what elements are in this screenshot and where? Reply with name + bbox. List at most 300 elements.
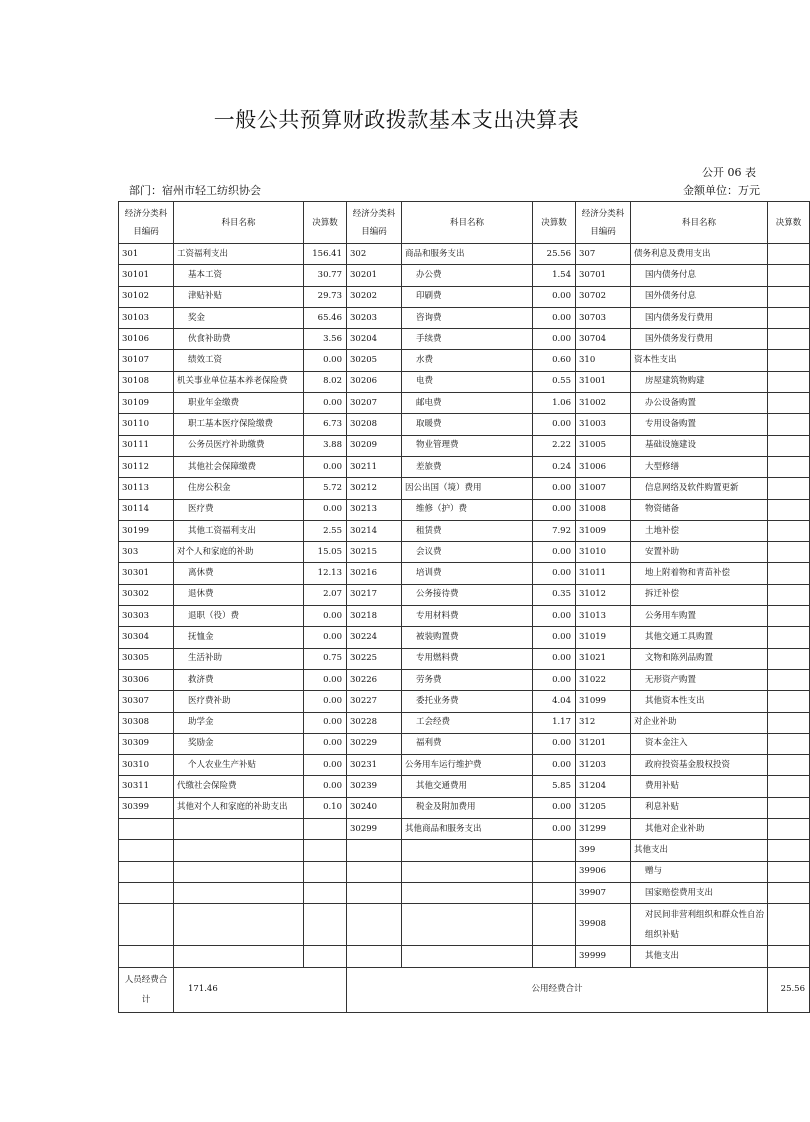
amount-cell xyxy=(304,840,347,861)
amount-cell xyxy=(304,904,347,946)
code-cell: 30110 xyxy=(119,414,174,435)
name-cell: 专用材料费 xyxy=(402,606,533,627)
name-cell: 会议费 xyxy=(402,542,533,563)
name-cell: 退休费 xyxy=(174,584,304,605)
totals-row xyxy=(119,967,810,1012)
name-cell: 拆迁补偿 xyxy=(631,584,768,605)
code-cell: 31007 xyxy=(576,478,631,499)
code-cell: 31003 xyxy=(576,414,631,435)
name-cell: 租赁费 xyxy=(402,520,533,541)
code-cell: 39907 xyxy=(576,882,631,903)
table-row xyxy=(119,520,810,541)
amount-cell xyxy=(768,307,810,328)
amount-unit-label: 金额单位：万元 xyxy=(683,184,760,197)
amount-cell: 8.02 xyxy=(304,371,347,392)
code-cell: 30203 xyxy=(347,307,402,328)
amount-cell: 0.35 xyxy=(533,584,576,605)
code-cell xyxy=(119,946,174,967)
name-cell: 退职（役）费 xyxy=(174,606,304,627)
code-cell: 30305 xyxy=(119,648,174,669)
name-cell: 地上附着物和青苗补偿 xyxy=(631,563,768,584)
amount-cell xyxy=(768,819,810,840)
name-cell: 工会经费 xyxy=(402,712,533,733)
code-cell: 30399 xyxy=(119,797,174,818)
table-row xyxy=(119,669,810,690)
code-cell: 30113 xyxy=(119,478,174,499)
amount-cell: 0.00 xyxy=(533,414,576,435)
table-row xyxy=(119,456,810,477)
table-row xyxy=(119,265,810,286)
amount-cell: 2.55 xyxy=(304,520,347,541)
amount-cell: 156.41 xyxy=(304,244,347,265)
name-cell: 信息网络及软件购置更新 xyxy=(631,478,768,499)
code-cell xyxy=(347,861,402,882)
department-label: 部门：宿州市轻工纺织协会 xyxy=(129,184,261,197)
page-title: 一般公共预算财政拨款基本支出决算表 xyxy=(213,108,580,132)
table-row xyxy=(119,563,810,584)
amount-cell: 1.54 xyxy=(533,265,576,286)
code-cell: 31299 xyxy=(576,819,631,840)
name-cell: 工资福利支出 xyxy=(174,244,304,265)
name-cell: 生活补助 xyxy=(174,648,304,669)
name-cell: 其他工资福利支出 xyxy=(174,520,304,541)
code-cell: 30109 xyxy=(119,393,174,414)
amount-cell xyxy=(768,691,810,712)
amount-cell: 0.00 xyxy=(533,478,576,499)
amount-cell: 0.55 xyxy=(533,371,576,392)
name-cell: 办公费 xyxy=(402,265,533,286)
amount-cell xyxy=(768,584,810,605)
name-cell: 国外债务付息 xyxy=(631,286,768,307)
code-cell: 30101 xyxy=(119,265,174,286)
code-cell xyxy=(119,819,174,840)
code-cell: 30227 xyxy=(347,691,402,712)
name-cell: 奖金 xyxy=(174,307,304,328)
name-cell: 对民间非营利组织和群众性自治组织补贴 xyxy=(631,904,768,946)
code-cell: 31008 xyxy=(576,499,631,520)
header-code: 经济分类科目编码 xyxy=(347,202,402,244)
amount-cell: 0.00 xyxy=(533,307,576,328)
code-cell: 30310 xyxy=(119,755,174,776)
personnel-total-value: 171.46 xyxy=(174,967,347,1012)
name-cell xyxy=(402,840,533,861)
code-cell: 30299 xyxy=(347,819,402,840)
code-cell: 30309 xyxy=(119,733,174,754)
amount-cell xyxy=(768,499,810,520)
name-cell: 取暖费 xyxy=(402,414,533,435)
table-row xyxy=(119,755,810,776)
code-cell: 31019 xyxy=(576,627,631,648)
name-cell xyxy=(174,840,304,861)
table-row xyxy=(119,286,810,307)
code-cell: 30218 xyxy=(347,606,402,627)
name-cell xyxy=(174,946,304,967)
name-cell: 印刷费 xyxy=(402,286,533,307)
name-cell xyxy=(174,819,304,840)
code-cell: 30202 xyxy=(347,286,402,307)
amount-cell xyxy=(768,265,810,286)
name-cell: 职工基本医疗保险缴费 xyxy=(174,414,304,435)
amount-cell xyxy=(533,904,576,946)
name-cell: 助学金 xyxy=(174,712,304,733)
code-cell: 39999 xyxy=(576,946,631,967)
name-cell: 国外债务发行费用 xyxy=(631,329,768,350)
amount-cell: 0.00 xyxy=(533,627,576,648)
table-row xyxy=(119,307,810,328)
name-cell: 资本性支出 xyxy=(631,350,768,371)
code-cell: 302 xyxy=(347,244,402,265)
amount-cell: 0.10 xyxy=(304,797,347,818)
amount-cell xyxy=(768,542,810,563)
table-row xyxy=(119,776,810,797)
code-cell: 30306 xyxy=(119,669,174,690)
amount-cell: 0.00 xyxy=(304,669,347,690)
amount-cell: 5.85 xyxy=(533,776,576,797)
name-cell: 维修（护）费 xyxy=(402,499,533,520)
name-cell: 电费 xyxy=(402,371,533,392)
code-cell: 30225 xyxy=(347,648,402,669)
name-cell: 无形资产购置 xyxy=(631,669,768,690)
amount-cell xyxy=(768,606,810,627)
code-cell: 30107 xyxy=(119,350,174,371)
code-cell: 30701 xyxy=(576,265,631,286)
name-cell: 机关事业单位基本养老保险费 xyxy=(174,371,304,392)
table-row xyxy=(119,946,810,967)
name-cell: 安置补助 xyxy=(631,542,768,563)
amount-cell: 3.88 xyxy=(304,435,347,456)
amount-cell xyxy=(768,329,810,350)
amount-cell: 0.00 xyxy=(533,606,576,627)
name-cell: 住房公积金 xyxy=(174,478,304,499)
amount-cell: 0.00 xyxy=(304,606,347,627)
name-cell: 债务利息及费用支出 xyxy=(631,244,768,265)
code-cell: 30103 xyxy=(119,307,174,328)
amount-cell: 0.00 xyxy=(304,776,347,797)
name-cell: 邮电费 xyxy=(402,393,533,414)
name-cell: 医疗费补助 xyxy=(174,691,304,712)
table-row xyxy=(119,819,810,840)
name-cell: 公务用车购置 xyxy=(631,606,768,627)
name-cell xyxy=(402,904,533,946)
amount-cell: 1.06 xyxy=(533,393,576,414)
amount-cell xyxy=(768,414,810,435)
amount-cell: 0.00 xyxy=(304,733,347,754)
code-cell: 31005 xyxy=(576,435,631,456)
name-cell: 救济费 xyxy=(174,669,304,690)
amount-cell: 2.07 xyxy=(304,584,347,605)
name-cell xyxy=(174,861,304,882)
table-row xyxy=(119,478,810,499)
amount-cell: 29.73 xyxy=(304,286,347,307)
table-row xyxy=(119,882,810,903)
amount-cell: 65.46 xyxy=(304,307,347,328)
table-row xyxy=(119,904,810,946)
table-row xyxy=(119,648,810,669)
name-cell: 伙食补助费 xyxy=(174,329,304,350)
code-cell: 30226 xyxy=(347,669,402,690)
name-cell: 其他支出 xyxy=(631,946,768,967)
personnel-total-label: 人员经费合计 xyxy=(119,967,174,1012)
code-cell: 307 xyxy=(576,244,631,265)
name-cell: 公务用车运行维护费 xyxy=(402,755,533,776)
name-cell: 费用补贴 xyxy=(631,776,768,797)
code-cell: 31013 xyxy=(576,606,631,627)
amount-cell: 0.00 xyxy=(533,329,576,350)
table-row xyxy=(119,499,810,520)
amount-cell xyxy=(768,435,810,456)
amount-cell xyxy=(768,286,810,307)
name-cell: 办公设备购置 xyxy=(631,393,768,414)
code-cell: 30704 xyxy=(576,329,631,350)
amount-cell: 0.00 xyxy=(533,563,576,584)
name-cell: 培训费 xyxy=(402,563,533,584)
name-cell: 个人农业生产补贴 xyxy=(174,755,304,776)
name-cell: 资本金注入 xyxy=(631,733,768,754)
amount-cell: 6.73 xyxy=(304,414,347,435)
code-cell: 30240 xyxy=(347,797,402,818)
amount-cell xyxy=(768,520,810,541)
name-cell: 福利费 xyxy=(402,733,533,754)
amount-cell: 0.00 xyxy=(304,691,347,712)
table-row xyxy=(119,350,810,371)
code-cell: 30111 xyxy=(119,435,174,456)
code-cell: 31009 xyxy=(576,520,631,541)
code-cell: 30112 xyxy=(119,456,174,477)
name-cell: 职业年金缴费 xyxy=(174,393,304,414)
name-cell: 咨询费 xyxy=(402,307,533,328)
code-cell xyxy=(347,904,402,946)
name-cell: 赠与 xyxy=(631,861,768,882)
code-cell: 30216 xyxy=(347,563,402,584)
code-cell xyxy=(119,840,174,861)
name-cell: 商品和服务支出 xyxy=(402,244,533,265)
table-row xyxy=(119,329,810,350)
name-cell: 手续费 xyxy=(402,329,533,350)
code-cell xyxy=(347,946,402,967)
amount-cell xyxy=(768,755,810,776)
amount-cell: 0.00 xyxy=(533,542,576,563)
code-cell: 31099 xyxy=(576,691,631,712)
name-cell: 国内债务发行费用 xyxy=(631,307,768,328)
amount-cell: 3.56 xyxy=(304,329,347,350)
code-cell: 30703 xyxy=(576,307,631,328)
amount-cell xyxy=(768,797,810,818)
name-cell: 基础设施建设 xyxy=(631,435,768,456)
name-cell: 其他对企业补助 xyxy=(631,819,768,840)
amount-cell xyxy=(768,648,810,669)
name-cell xyxy=(174,904,304,946)
amount-cell xyxy=(304,819,347,840)
name-cell xyxy=(402,861,533,882)
code-cell: 30228 xyxy=(347,712,402,733)
amount-cell: 0.24 xyxy=(533,456,576,477)
code-cell: 30217 xyxy=(347,584,402,605)
name-cell: 专用设备购置 xyxy=(631,414,768,435)
header-amount: 决算数 xyxy=(533,202,576,244)
code-cell: 31021 xyxy=(576,648,631,669)
name-cell: 其他支出 xyxy=(631,840,768,861)
header-name: 科目名称 xyxy=(174,202,304,244)
code-cell xyxy=(119,904,174,946)
table-row xyxy=(119,797,810,818)
header-code: 经济分类科目编码 xyxy=(576,202,631,244)
amount-cell: 0.00 xyxy=(304,499,347,520)
code-cell: 310 xyxy=(576,350,631,371)
code-cell xyxy=(119,861,174,882)
table-row xyxy=(119,393,810,414)
code-cell: 31010 xyxy=(576,542,631,563)
name-cell: 物资储备 xyxy=(631,499,768,520)
amount-cell: 0.00 xyxy=(304,755,347,776)
amount-cell xyxy=(768,244,810,265)
amount-cell xyxy=(768,840,810,861)
name-cell xyxy=(174,882,304,903)
amount-cell: 12.13 xyxy=(304,563,347,584)
header-name: 科目名称 xyxy=(402,202,533,244)
amount-cell xyxy=(768,776,810,797)
code-cell: 30231 xyxy=(347,755,402,776)
amount-cell: 0.00 xyxy=(304,712,347,733)
amount-cell: 1.17 xyxy=(533,712,576,733)
code-cell: 31006 xyxy=(576,456,631,477)
name-cell: 其他交通费用 xyxy=(402,776,533,797)
code-cell: 39906 xyxy=(576,861,631,882)
code-cell: 30209 xyxy=(347,435,402,456)
header-code: 经济分类科目编码 xyxy=(119,202,174,244)
amount-cell xyxy=(304,946,347,967)
name-cell: 土地补偿 xyxy=(631,520,768,541)
amount-cell: 0.00 xyxy=(533,755,576,776)
amount-cell xyxy=(768,946,810,967)
amount-cell xyxy=(533,840,576,861)
name-cell: 代缴社会保险费 xyxy=(174,776,304,797)
amount-cell: 7.92 xyxy=(533,520,576,541)
amount-cell xyxy=(768,456,810,477)
name-cell: 房屋建筑物购建 xyxy=(631,371,768,392)
code-cell: 30224 xyxy=(347,627,402,648)
code-cell: 30208 xyxy=(347,414,402,435)
header-amount: 决算数 xyxy=(768,202,810,244)
name-cell: 基本工资 xyxy=(174,265,304,286)
amount-cell xyxy=(768,371,810,392)
amount-cell xyxy=(768,904,810,946)
amount-cell xyxy=(768,861,810,882)
code-cell: 30214 xyxy=(347,520,402,541)
amount-cell: 0.00 xyxy=(533,499,576,520)
name-cell: 大型修缮 xyxy=(631,456,768,477)
amount-cell xyxy=(768,669,810,690)
name-cell: 被装购置费 xyxy=(402,627,533,648)
code-cell: 30213 xyxy=(347,499,402,520)
public-total-label: 公用经费合计 xyxy=(347,967,768,1012)
name-cell: 差旅费 xyxy=(402,456,533,477)
table-row xyxy=(119,627,810,648)
code-cell: 30108 xyxy=(119,371,174,392)
name-cell: 对个人和家庭的补助 xyxy=(174,542,304,563)
code-cell: 30106 xyxy=(119,329,174,350)
name-cell: 津贴补贴 xyxy=(174,286,304,307)
amount-cell xyxy=(533,882,576,903)
code-cell: 30201 xyxy=(347,265,402,286)
header-row xyxy=(119,202,810,244)
code-cell: 301 xyxy=(119,244,174,265)
code-cell: 30229 xyxy=(347,733,402,754)
amount-cell: 4.04 xyxy=(533,691,576,712)
code-cell: 31002 xyxy=(576,393,631,414)
code-cell: 30702 xyxy=(576,286,631,307)
code-cell: 399 xyxy=(576,840,631,861)
table-row xyxy=(119,712,810,733)
table-row xyxy=(119,733,810,754)
table-row xyxy=(119,435,810,456)
amount-cell xyxy=(533,861,576,882)
code-cell: 31022 xyxy=(576,669,631,690)
amount-cell: 2.22 xyxy=(533,435,576,456)
amount-cell: 0.60 xyxy=(533,350,576,371)
amount-cell: 0.00 xyxy=(533,286,576,307)
name-cell: 其他社会保障缴费 xyxy=(174,456,304,477)
amount-cell: 0.00 xyxy=(533,819,576,840)
amount-cell: 0.00 xyxy=(533,648,576,669)
amount-cell xyxy=(768,882,810,903)
code-cell: 31204 xyxy=(576,776,631,797)
code-cell: 30304 xyxy=(119,627,174,648)
code-cell: 30303 xyxy=(119,606,174,627)
name-cell: 其他交通工具购置 xyxy=(631,627,768,648)
amount-cell xyxy=(768,563,810,584)
name-cell: 绩效工资 xyxy=(174,350,304,371)
name-cell: 公务接待费 xyxy=(402,584,533,605)
name-cell: 税金及附加费用 xyxy=(402,797,533,818)
code-cell: 31011 xyxy=(576,563,631,584)
name-cell: 因公出国（境）费用 xyxy=(402,478,533,499)
name-cell: 其他商品和服务支出 xyxy=(402,819,533,840)
expenditure-table xyxy=(118,201,810,1013)
amount-cell xyxy=(768,733,810,754)
amount-cell: 0.00 xyxy=(304,350,347,371)
code-cell: 30211 xyxy=(347,456,402,477)
name-cell xyxy=(402,946,533,967)
name-cell: 利息补贴 xyxy=(631,797,768,818)
code-cell: 31012 xyxy=(576,584,631,605)
name-cell: 抚恤金 xyxy=(174,627,304,648)
code-cell: 31001 xyxy=(576,371,631,392)
header-name: 科目名称 xyxy=(631,202,768,244)
code-cell: 30311 xyxy=(119,776,174,797)
name-cell: 劳务费 xyxy=(402,669,533,690)
code-cell: 30308 xyxy=(119,712,174,733)
name-cell: 委托业务费 xyxy=(402,691,533,712)
table-row xyxy=(119,606,810,627)
table-row xyxy=(119,414,810,435)
public-total-value: 25.56 xyxy=(768,967,810,1012)
name-cell xyxy=(402,882,533,903)
name-cell: 奖励金 xyxy=(174,733,304,754)
amount-cell xyxy=(768,393,810,414)
code-cell: 31201 xyxy=(576,733,631,754)
table-row xyxy=(119,840,810,861)
table-row xyxy=(119,371,810,392)
amount-cell: 0.00 xyxy=(533,797,576,818)
code-cell: 30114 xyxy=(119,499,174,520)
amount-cell xyxy=(768,478,810,499)
code-cell: 30215 xyxy=(347,542,402,563)
code-cell: 30207 xyxy=(347,393,402,414)
name-cell: 物业管理费 xyxy=(402,435,533,456)
amount-cell: 30.77 xyxy=(304,265,347,286)
table-row xyxy=(119,244,810,265)
name-cell: 国内债务付息 xyxy=(631,265,768,286)
